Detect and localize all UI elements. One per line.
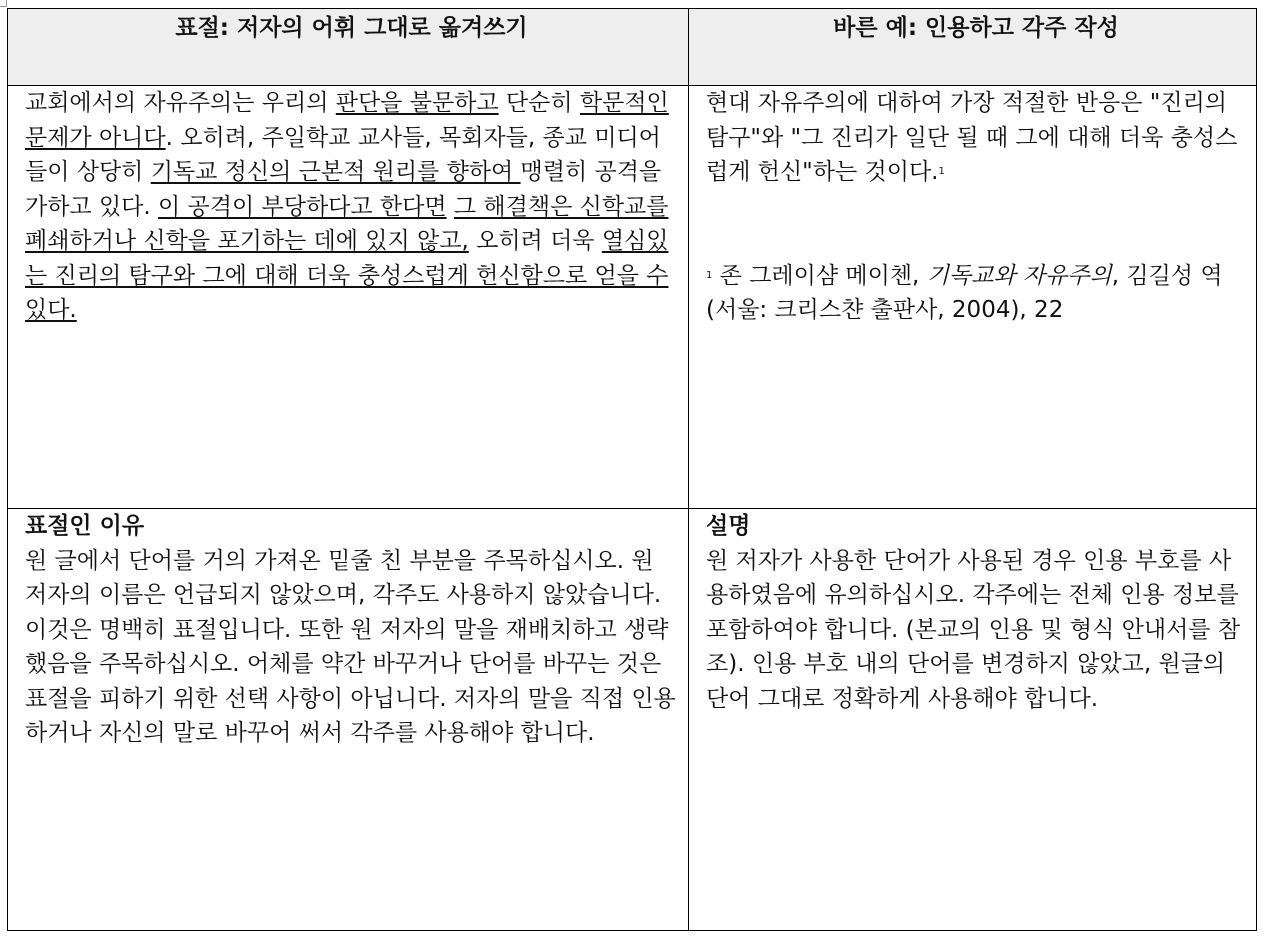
corner-crop-mark	[0, 0, 7, 7]
underlined-phrase: 학문적인 문제가 아니다	[25, 90, 669, 151]
plain-phrase: . 오히려, 주일학교 교사들, 목회자들, 종교 미디어들이 상당히	[25, 124, 661, 185]
plagiarism-example-text	[25, 90, 669, 323]
spacer	[706, 190, 1246, 259]
plain-phrase: 교회에서의 자유주의는 우리의	[25, 90, 336, 116]
underlined-phrase: 기독교 정신의 근본적 원리를 향하여	[150, 159, 521, 185]
plagiarism-reason-cell	[8, 509, 689, 931]
explanation-cell	[689, 509, 1257, 931]
footnote	[706, 263, 1223, 324]
plain-phrase: 맹렬히 공격을 가하고 있다.	[25, 159, 662, 220]
explanation-row	[8, 509, 1257, 931]
plain-phrase	[447, 194, 454, 220]
example-row	[8, 86, 1257, 509]
footnote-publication: , 김길성 역 (서울: 크리스챤 출판사, 2004), 22	[706, 262, 1223, 323]
header-row	[8, 9, 1257, 86]
quoted-text: 현대 자유주의에 대하여 가장 적절한 반응은 "진리의 탐구"와 "그 진리가 일단 될 때 그에 대해 더욱 충성스럽게 헌신"하는 것이다.	[706, 90, 1238, 185]
plagiarism-comparison-table	[7, 8, 1257, 931]
header-correct-example: 바른 예: 인용하고 각주 작성	[689, 9, 1257, 86]
plagiarism-reason-label: 표절인 이유	[25, 513, 145, 539]
underlined-phrase: 열심있는 진리의 탐구와 그에 대해 더욱 충성스럽게 헌신함으로 얻을 수 있다.	[25, 228, 669, 323]
plagiarism-reason-text: 원 글에서 단어를 거의 가져온 밑줄 친 부분을 주목하십시오. 원 저자의 이름은 언급되지 않았으며, 각주도 사용하지 않았습니다. 이것은 명백히 표절입니다. 또한 원 저자의 말을 재배치하고 생략했음을 주목하십시오. 어체를 약간 바꾸거나 단어를 바꾸는 것은 표절을 피하기 위한 선택 사항이 아닙니다. 저자의 말을 직접 인용하거나 자신의 말로 바꾸어 써서 각주를 사용해야 합니다.	[25, 547, 676, 746]
footnote-mark: 1	[706, 269, 713, 281]
underlined-phrase: 그 해결책은 신학교를 폐쇄하거나 신학을 포기하는 데에 있지 않고,	[25, 193, 669, 254]
footnote-book-title: 기독교와 자유주의	[926, 262, 1112, 289]
underlined-phrase: 이 공격이 부당하다고 한다면	[158, 193, 447, 220]
explanation-label: 설명	[706, 513, 751, 539]
explanation-text: 원 저자가 사용한 단어가 사용된 경우 인용 부호를 사용하였음에 유의하십시오. 각주에는 전체 인용 정보를 포함하여야 합니다. (본교의 인용 및 형식 안내서를 참조). 인용 부호 내의 단어를 변경하지 않았고, 원글의 단어 그대로 정확하게 사용해야 합니다.	[706, 547, 1241, 712]
plain-phrase: 오히려 더욱	[468, 228, 602, 254]
plain-phrase: 단순히	[498, 90, 580, 116]
header-plagiarism: 표절: 저자의 어휘 그대로 옮겨쓰기	[8, 9, 689, 86]
plagiarism-example-cell	[8, 86, 689, 509]
footnote-reference: 1	[938, 166, 945, 177]
footnote-author: 존 그레이샴 메이첸,	[712, 262, 927, 289]
correct-example-cell	[689, 86, 1257, 509]
underlined-phrase: 판단을 불문하고	[335, 90, 499, 116]
